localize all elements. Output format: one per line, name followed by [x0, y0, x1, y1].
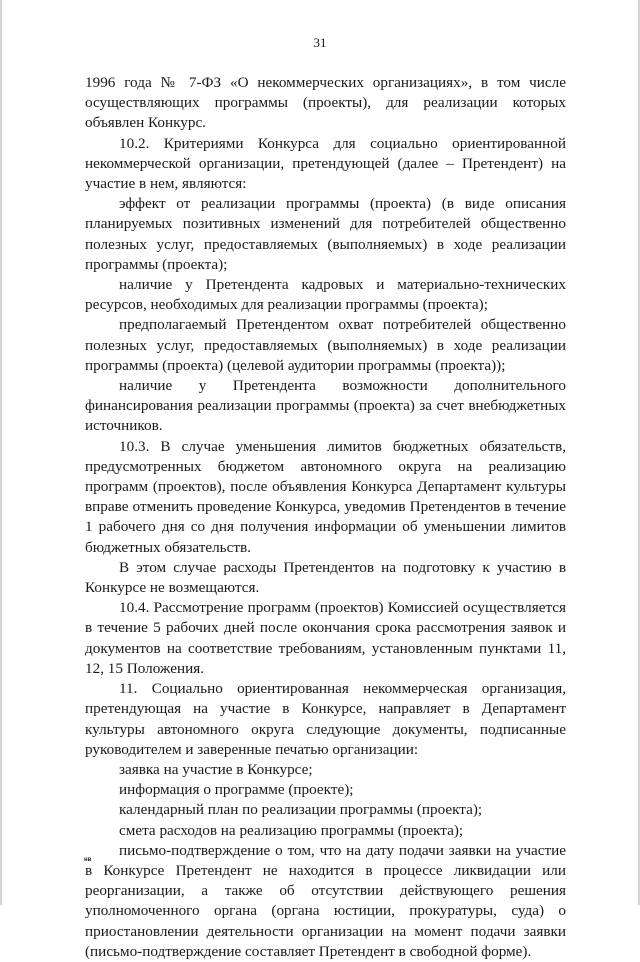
document-body	[85, 73, 566, 962]
paragraph: письмо-подтверждение о том, что на дату подачи заявки на участие в Конкурсе Претендент не находится в процессе ликвидации или реорганизации, а также об отсутствии действующего решения уполномоченного органа (органа юстиции, прокуратуры, суда) о приостановлении деятельности организации на момент подачи заявки (письмо-подтверждение составляет Претендент в свободной форме).	[85, 841, 566, 960]
paragraph: 1996 года № 7-ФЗ «О некоммерческих организациях», в том числе осуществляющих программы (проекты), для реализации которых объявлен Конкурс.	[85, 74, 566, 132]
page-edge-left	[0, 0, 2, 905]
paragraph: эффект от реализации программы (проекта) (в виде описания планируемых позитивных изменений для потребителей общественно полезных услуг, предоставляемых (выполняемых) в ходе реализации программы (проекта);	[85, 195, 566, 273]
paragraph: предполагаемый Претендентом охват потребителей общественно полезных услуг, предоставляемых (выполняемых) в ходе реализации программы (проекта) (целевой аудитории программы (проекта));	[85, 316, 566, 374]
paragraph: 11. Социально ориентированная некоммерческая организация, претендующая на участие в Конкурсе, направляет в Департамент культуры автономного округа следующие документы, подписанные руководителем и заверенные печатью организации:	[85, 680, 566, 758]
paragraph: 10.3. В случае уменьшения лимитов бюджетных обязательств, предусмотренных бюджетом автономного округа на реализацию программ (проектов), после объявления Конкурса Департамент культуры вправе отменить проведение Конкурса, уведомив Претендентов в течение 1 рабочего дня со дня получения информации об уменьшении лимитов бюджетных обязательств.	[85, 437, 566, 556]
paragraph: В этом случае расходы Претендентов на подготовку к участию в Конкурсе не возмещаются.	[85, 558, 566, 597]
paragraph: календарный план по реализации программы (проекта);	[119, 801, 483, 819]
paragraph: наличие у Претендента кадровых и материально-технических ресурсов, необходимых для реализации программы (проекта);	[85, 276, 566, 314]
paragraph: заявка на участие в Конкурсе;	[119, 760, 313, 778]
paragraph: 10.2. Критериями Конкурса для социально ориентированной некоммерческой организации, претендующей (далее – Претендент) на участие в нем, являются:	[85, 134, 566, 193]
paragraph: смета расходов на реализацию программы (проекта);	[119, 821, 464, 839]
page-number: 31	[313, 35, 327, 50]
paragraph: наличие у Претендента возможности дополнительного финансирования реализации программы (проекта) за счет внебюджетных источников.	[85, 377, 566, 435]
footer-mark: нв	[84, 857, 92, 863]
paragraph: информация о программе (проекте);	[119, 781, 354, 799]
paragraph: 10.4. Рассмотрение программ (проектов) Комиссией осуществляется в течение 5 рабочих дней после окончания срока рассмотрения заявок и документов на соответствие требованиям, установленным пунктами 11, 12, 15 Положения.	[85, 599, 566, 677]
